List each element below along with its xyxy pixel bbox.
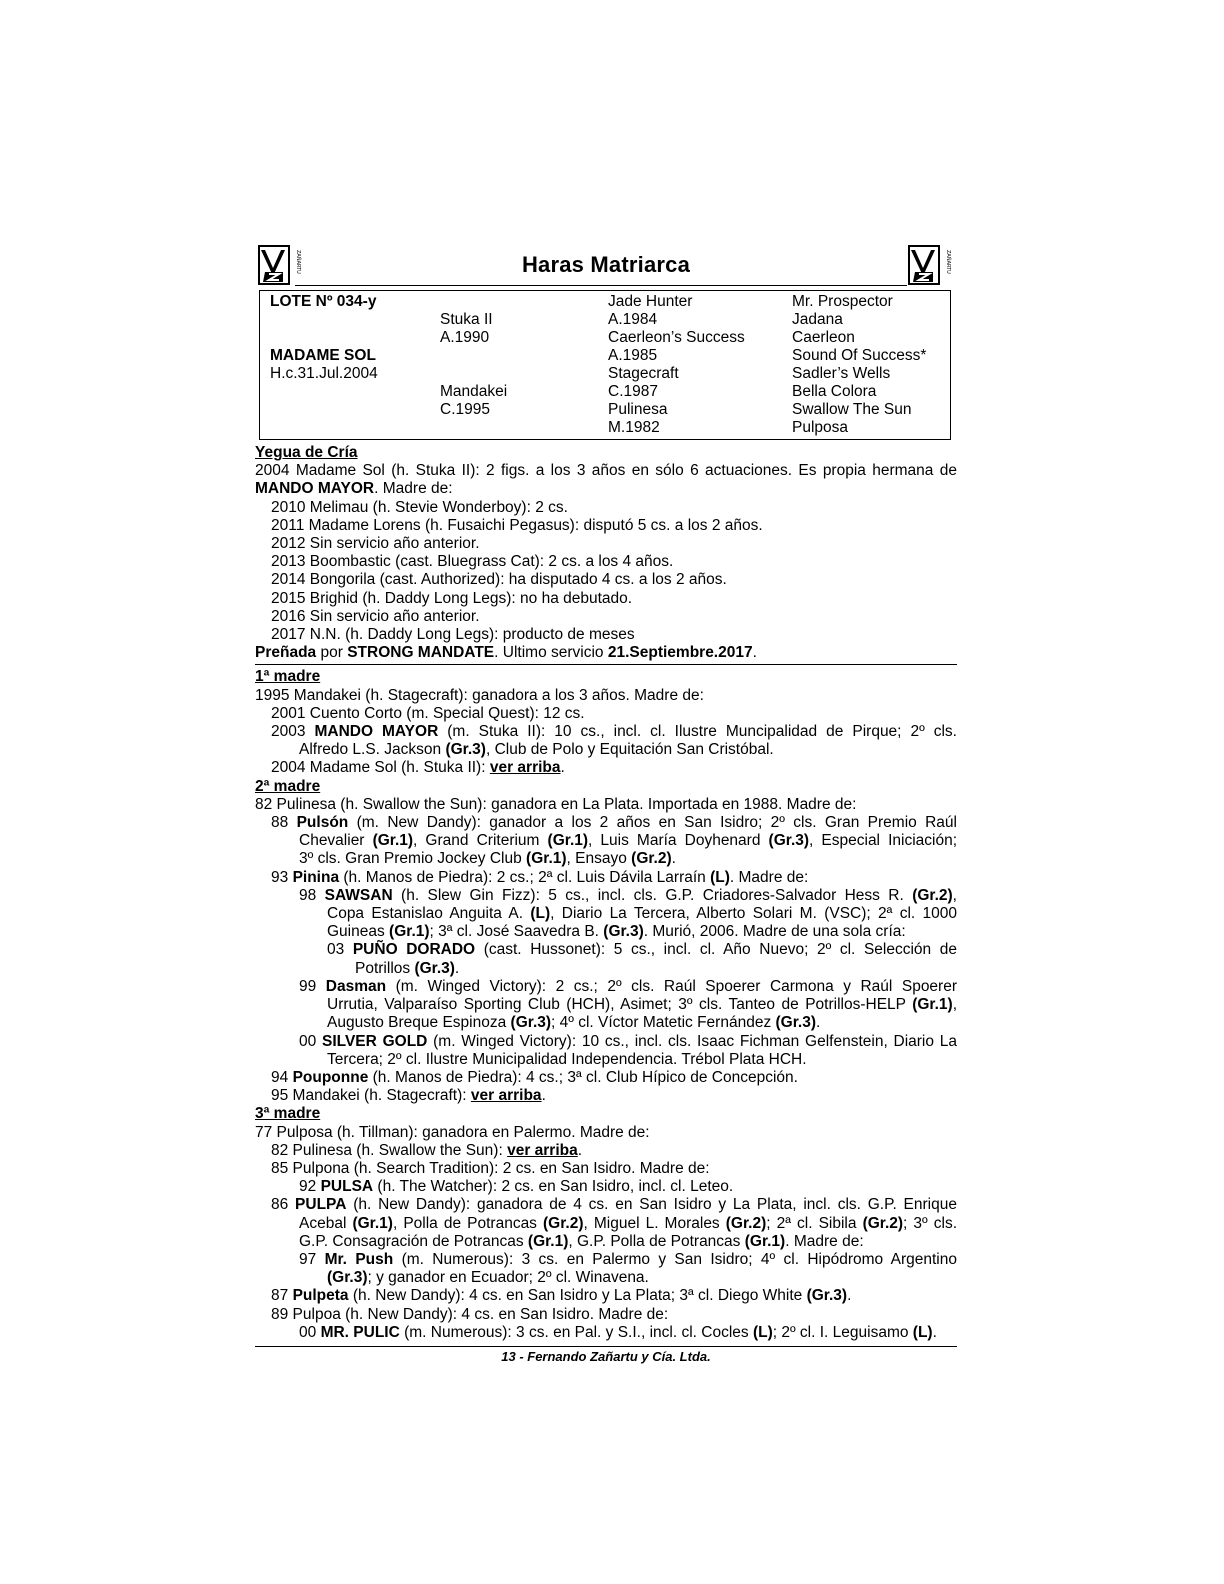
g3-name: Caerleon [792,329,855,346]
sawsan-line-cont [255,923,957,941]
text-span: . Ultimo servicio [494,644,608,662]
grade: (Gr.1) [372,832,414,850]
text-span: 98 [299,886,325,904]
g2-info: A.1985 [608,347,658,364]
product-line: 2014 Bongorila (cast. Authorized): ha disputado 4 cs. a los 2 años. [271,571,727,589]
page-footer: 13 - Fernando Zañartu y Cía. Ltda. [501,1348,711,1364]
text-span: 95 Mandakei (h. Stagecraft): [271,1087,471,1105]
sire-info: A.1990 [440,329,490,346]
push-line-cont [255,1269,957,1287]
text-span: (h. New Dandy): ganadora de 4 cs. en San Isidro y La Plata, incl. cls. G.P. Enrique [346,1196,957,1214]
g3-name: Swallow The Sun [792,401,912,418]
text-span: (m. Winged Victory): 2 cs.; 2º cls. Raúl Spoerer Carmona y Raúl Spoerer [386,977,957,995]
madre1-product: 2001 Cuento Corto (m. Special Quest): 12 cs. [271,704,585,722]
page-title: Haras Matriarca [521,252,691,277]
text-span: 99 [299,977,326,995]
pulpa-line-cont [255,1215,957,1233]
grade: (Gr.3) [775,1014,816,1032]
text-span: , Diario La Tercera, Alberto Solari M. (VSC); 2ª cl. 1000 [550,905,957,923]
title-underline [295,285,907,286]
text-span: , Polla de Potrancas [392,1214,543,1232]
horse-birth: H.c.31.Jul.2004 [270,365,378,382]
madre3-intro: 77 Pulposa (h. Tillman): ganadora en Palermo. Madre de: [255,1123,650,1141]
text-span: 94 [271,1068,293,1086]
pulson-line-cont [255,850,957,868]
pinina-line [255,869,957,887]
text-span: ; y ganador en Ecuador; 2º cl. Winavena. [367,1269,649,1287]
text-span: 2003 [271,723,315,741]
text-span: . [671,850,676,868]
lot-number: LOTE Nº 034-y [270,293,377,310]
grade: (Gr.3) [327,1269,368,1287]
text-span: , [952,886,957,904]
g2-name: Stagecraft [608,365,679,382]
section-heading-madre2: 2ª madre [255,777,321,795]
text-span: (m. Stuka II): 10 cs., incl. cl. Ilustre Muncipalidad de Pirque; 2º cls. [438,723,957,741]
text-span: . [816,1014,821,1032]
text-span: . Madre de: [374,480,453,498]
text-span: . Murió, 2006. Madre de una sola cría: [643,923,906,941]
bold-name: Mr. Push [324,1250,394,1268]
bold-name: PULSA [320,1178,374,1196]
text-span: . [541,1087,546,1105]
product-line: 2013 Boombastic (cast. Bluegrass Cat): 2 cs. a los 4 años. [271,553,674,571]
g3-name: Pulposa [792,419,849,436]
grade: (Gr.2) [862,1214,904,1232]
bold-name: STRONG MANDATE [347,644,495,662]
see-above-link: ver arriba [507,1141,578,1159]
text-span: (h. Manos de Piedra): 4 cs.; 3ª cl. Club Hípico de Concepción. [368,1068,798,1086]
text-span: 3º cls. Gran Premio Jockey Club [299,850,527,868]
section-heading-yegua: Yegua de Cría [255,444,358,461]
pulinesa-line [255,1142,957,1160]
product-line: 2012 Sin servicio año anterior. [271,535,480,553]
text-span: 00 [299,1323,321,1341]
text-span: Urrutia, Valparaíso Sporting Club (HCH), Asimet; 3º cls. Tanteo de Potrillos-HELP [327,996,913,1014]
text-span: . [932,1323,937,1341]
bold-name: SILVER GOLD [322,1032,428,1050]
text-span: (h. The Watcher): 2 cs. en San Isidro, incl. cl. Leteo. [373,1178,734,1196]
text-span: . [752,644,757,662]
pulson-line-cont [255,832,957,850]
text-span: Augusto Breque Espinoza [327,1014,511,1032]
text-span: , Grand Criterium [413,832,548,850]
text-span: , Luis María Doyhenard [588,832,769,850]
text-span: 86 [271,1196,296,1214]
text-span: . [847,1287,852,1305]
bold-name: Pulsón [296,814,349,832]
grade: (Gr.2) [543,1214,584,1232]
text-span: 87 [271,1287,293,1305]
silver-line [255,1033,957,1051]
grade: (Gr.1) [547,832,589,850]
text-span: 2004 Madame Sol (h. Stuka II): [271,759,490,777]
dasman-line-cont [255,996,957,1014]
text-span: . Madre de: [785,1232,864,1250]
madre1-intro: 1995 Mandakei (h. Stagecraft): ganadora a los 3 años. Madre de: [255,686,704,704]
page-header [255,240,957,290]
product-line: 2015 Brighid (h. Daddy Long Legs): no ha debutado. [271,589,633,607]
grade: (Gr.1) [352,1214,393,1232]
g3-name: Sadler’s Wells [792,365,891,382]
dasman-line [255,978,957,996]
grade: (Gr.1) [526,850,567,868]
product-line: 2010 Melimau (h. Stevie Wonderboy): 2 cs. [271,498,568,516]
text-span: (cast. Hussonet): 5 cs., incl. cl. Año Nuevo; 2º cl. Selección de [475,941,957,959]
product-line: 2017 N.N. (h. Daddy Long Legs): producto de meses [271,626,635,644]
text-span: ; 2ª cl. Sibila [766,1214,863,1232]
footer-divider [255,1346,957,1347]
text-span: Potrillos [355,959,415,977]
mandakei-line [255,1087,957,1105]
dasman-line-cont [255,1014,957,1032]
section-heading-madre3: 3ª madre [255,1105,321,1123]
text-span: (h. Slew Gin Fizz): 5 cs., incl. cls. G.P. Criadores-Salvador Hess R. [392,886,913,904]
text-span: (h. New Dandy): 4 cs. en San Isidro y La Plata; 3ª cl. Diego White [348,1287,807,1305]
section-heading-madre1: 1ª madre [255,668,321,686]
see-above-link: ver arriba [470,1087,542,1105]
grade: (Gr.3) [445,741,486,759]
bold-date: 21.Septiembre.2017 [607,644,753,662]
grade: (Gr.3) [414,959,455,977]
text-span: . [577,1141,583,1159]
silver-line-cont: Tercera; 2º cl. Ilustre Municipalidad Independencia. Trébol Plata HCH. [327,1050,807,1068]
text-span: , Especial Iniciación; [809,832,958,850]
grade: (Gr.2) [725,1214,767,1232]
pulson-line [255,814,957,832]
bold-name: Pinina [292,868,340,886]
g3-name: Bella Colora [792,383,877,400]
g2-info: M.1982 [608,419,660,436]
grade: (Gr.1) [389,923,430,941]
logo-side-text-right: ZAÑARTU [945,250,951,274]
catalog-page [255,240,957,1364]
text-span: G.P. Consagración de Potrancas [299,1232,528,1250]
text-span: . Madre de: [729,868,809,886]
puno-line [255,941,957,959]
madre1-product [255,759,957,777]
yegua-intro: 2004 Madame Sol (h. Stuka II): 2 figs. a los 3 años en sólo 6 actuaciones. Es propia hermana de [255,462,957,480]
text-span: 03 [327,941,353,959]
grade: (L) [710,868,730,886]
push-line [255,1251,957,1269]
text-span: ; 3º cls. [903,1214,958,1232]
grade: (Gr.3) [603,923,644,941]
bold-name: PUÑO DORADO [352,941,476,959]
grade: (L) [752,1323,773,1341]
text-span: . [454,959,460,977]
dam-info: C.1995 [440,401,490,418]
zanartu-logo-right [907,242,953,288]
text-span: 97 [299,1250,325,1268]
text-span: , [952,996,957,1014]
madre1-product-cont [255,741,957,759]
g3-name: Mr. Prospector [792,293,893,310]
pulpeta-line [255,1287,957,1305]
grade: (Gr.3) [768,832,810,850]
text-span: ; 3ª cl. José Saavedra B. [429,923,604,941]
g2-info: A.1984 [608,311,658,328]
text-span: Chevalier [299,832,373,850]
text-span: por [316,644,348,662]
bold-name: Pulpeta [292,1287,349,1305]
sire-name: Stuka II [440,311,493,328]
pedigree-table [259,290,951,440]
pouponne-line [255,1069,957,1087]
grade: (Gr.3) [806,1287,848,1305]
pulsa-line [255,1178,957,1196]
text-span: , Club de Polo y Equitación San Cristóbal. [485,741,774,759]
text-span: (m. Numerous): 3 cs. en Pal. y S.I., incl. cl. Cocles [399,1323,753,1341]
bold-name: Pouponne [292,1068,369,1086]
bold-name: PULPA [295,1196,347,1214]
text-span: (m. Winged Victory): 10 cs., incl. cls. Isaac Fichman Gelfenstein, Diario La [427,1032,957,1050]
text-span: Copa Estanislao Anguita A. [327,905,531,923]
text-span: ; 4º cl. Víctor Matetic Fernández [551,1014,776,1032]
g2-name: Caerleon’s Success [608,329,745,346]
bold-name: SAWSAN [324,886,393,904]
text-span: (m. Numerous): 3 cs. en Palermo y San Isidro; 4º cl. Hipódromo Argentino [393,1250,957,1268]
text-span: 88 [271,814,297,832]
g2-name: Jade Hunter [608,293,693,310]
text-span: (h. Manos de Piedra): 2 cs.; 2ª cl. Luis Dávila Larraín [339,868,711,886]
madre1-product [255,723,957,741]
text-span: Alfredo L.S. Jackson [299,741,446,759]
bold-name: MANDO MAYOR [255,480,375,498]
yegua-intro-cont [255,480,957,498]
grade: (Gr.2) [631,850,672,868]
text-span: (m. New Dandy): ganador a los 2 años en San Isidro; 2º cls. Gran Premio Raúl [348,814,957,832]
puno-line-cont [255,960,957,978]
sawsan-line-cont [255,905,957,923]
g3-name: Sound Of Success* [792,347,927,364]
g2-name: Pulinesa [608,401,668,418]
grade: (Gr.1) [912,996,953,1014]
pulpa-line-cont [255,1233,957,1251]
text-span: , Miguel L. Morales [583,1214,726,1232]
g3-name: Jadana [792,311,843,328]
text-span: ; 2º cl. I. Leguisamo [772,1323,913,1341]
madre2-intro: 82 Pulinesa (h. Swallow the Sun): ganadora en La Plata. Importada en 1988. Madre de: [255,795,857,813]
text-span: , Ensayo [566,850,632,868]
pulpona-line: 85 Pulpona (h. Search Tradition): 2 cs. en San Isidro. Madre de: [271,1159,710,1177]
text-span: Guineas [327,923,390,941]
grade: (Gr.2) [912,886,953,904]
bold-name: MANDO MAYOR [314,723,439,741]
grade: (Gr.1) [744,1232,786,1250]
see-above-link: ver arriba [489,759,561,777]
section-divider [255,664,957,665]
text-span: . [560,759,565,777]
sawsan-line [255,887,957,905]
pulpoa-line: 89 Pulpoa (h. New Dandy): 4 cs. en San Isidro. Madre de: [271,1305,669,1323]
product-line: 2011 Madame Lorens (h. Fusaichi Pegasus): disputó 5 cs. a los 2 años. [271,516,763,534]
text-span: Acebal [299,1214,353,1232]
logo-side-text-left: ZAÑARTU [295,250,301,274]
grade: (L) [912,1323,933,1341]
grade: (Gr.3) [510,1014,552,1032]
pulpa-line [255,1196,957,1214]
text-span: 00 [299,1032,322,1050]
horse-name: MADAME SOL [270,347,376,364]
text-span: 93 [271,868,293,886]
pregnancy-line [255,644,957,662]
pulic-line [255,1324,957,1342]
bold-name: Dasman [325,977,387,995]
product-line: 2016 Sin servicio año anterior. [271,607,480,625]
bold-name: MR. PULIC [320,1323,400,1341]
text-span: , G.P. Polla de Potrancas [568,1232,745,1250]
text-span: 82 Pulinesa (h. Swallow the Sun): [271,1141,508,1159]
bold-text: Preñada [255,644,317,662]
catalog-body [255,444,957,1342]
g2-info: C.1987 [608,383,658,400]
dam-name: Mandakei [440,383,508,400]
text-span: 92 [299,1178,321,1196]
grade: (Gr.1) [527,1232,569,1250]
grade: (L) [530,905,551,923]
